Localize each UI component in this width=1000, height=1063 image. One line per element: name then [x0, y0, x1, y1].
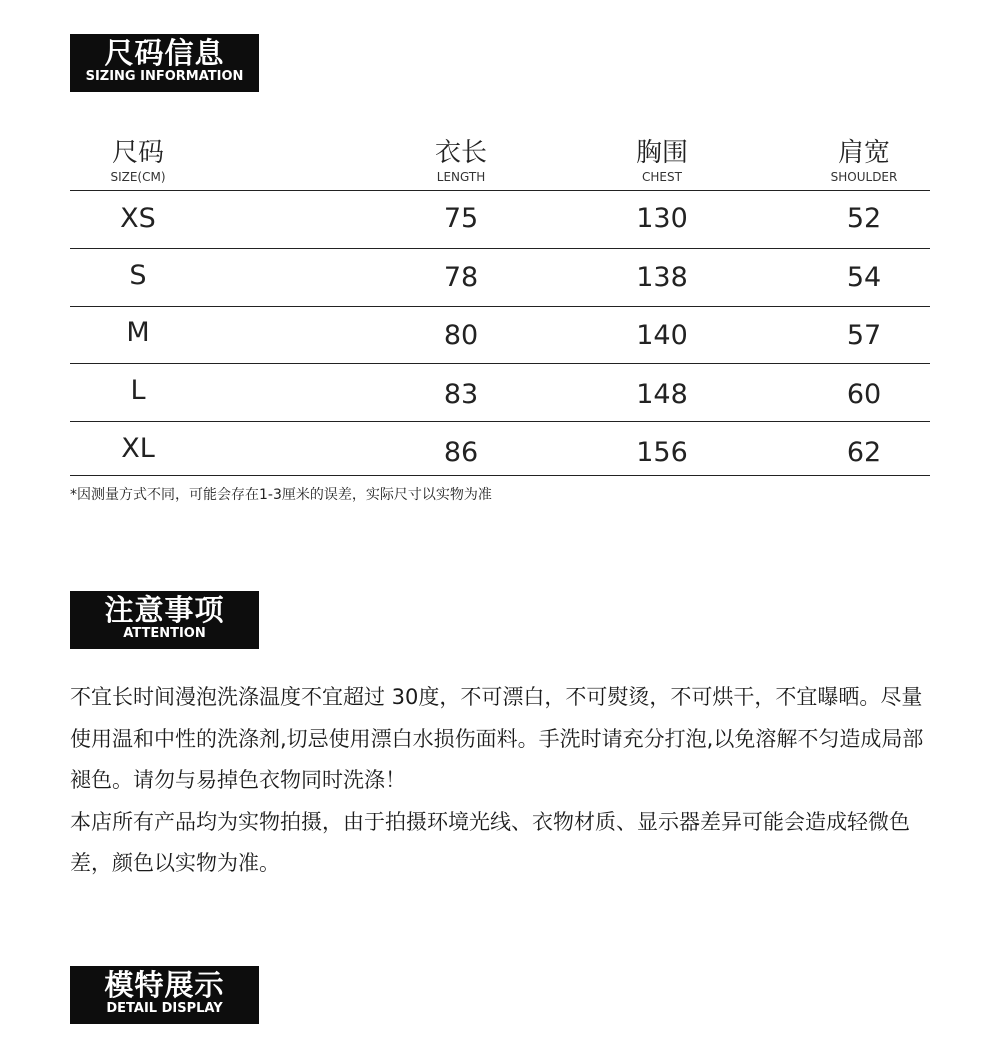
header-length	[391, 138, 531, 184]
section-title-cn: 注意事项	[104, 593, 225, 627]
cell-shoulder: 54	[846, 262, 882, 293]
cell-size: S	[129, 260, 147, 291]
cell-shoulder: 52	[846, 203, 882, 234]
cell-shoulder: 57	[846, 320, 882, 351]
header-label-en: LENGTH	[436, 170, 486, 184]
cell-chest: 156	[636, 437, 688, 468]
header-label-cn: 尺码	[111, 138, 164, 168]
table-row	[70, 364, 930, 422]
section-title-cn: 模特展示	[104, 968, 225, 1002]
cell-shoulder: 62	[846, 437, 882, 468]
cell-length: 75	[443, 203, 479, 234]
section-tag-attention	[70, 591, 259, 649]
cell-chest: 130	[636, 203, 688, 234]
cell-size: M	[126, 317, 150, 348]
table-row	[70, 190, 930, 249]
header-label-en: SIZE(CM)	[110, 170, 166, 184]
table-row	[70, 307, 930, 364]
section-title-en: SIZING INFORMATION	[85, 69, 244, 84]
header-shoulder	[794, 138, 934, 184]
header-label-cn: 衣长	[434, 138, 487, 168]
header-label-cn: 胸围	[635, 138, 688, 168]
cell-shoulder: 60	[846, 379, 882, 410]
table-row	[70, 249, 930, 307]
cell-length: 86	[443, 437, 479, 468]
cell-size: L	[130, 375, 146, 406]
table-row	[70, 422, 930, 476]
header-size	[70, 138, 206, 184]
section-title-en: DETAIL DISPLAY	[106, 1001, 223, 1016]
header-label-en: CHEST	[642, 170, 682, 184]
section-tag-detail	[70, 966, 259, 1024]
cell-size: XS	[120, 203, 156, 234]
header-label-en: SHOULDER	[830, 170, 898, 184]
cell-chest: 138	[636, 262, 688, 293]
cell-length: 80	[443, 320, 479, 351]
color-disclaimer-paragraph: 本店所有产品均为实物拍摄，由于拍摄环境光线、衣物材质、显示器差异可能会造成轻微色差，颜色以实物为准。	[70, 809, 910, 875]
section-title-cn: 尺码信息	[104, 36, 225, 70]
cell-chest: 140	[636, 320, 688, 351]
header-chest	[592, 138, 732, 184]
measurement-note: *因测量方式不同，可能会存在1-3厘米的误差，实际尺寸以实物为准	[70, 487, 492, 503]
table-header-row	[70, 128, 930, 191]
cell-length: 78	[443, 262, 479, 293]
cell-length: 83	[443, 379, 479, 410]
section-title-en: ATTENTION	[123, 626, 206, 641]
header-label-cn: 肩宽	[837, 138, 890, 168]
attention-text	[70, 677, 940, 885]
cell-chest: 148	[636, 379, 688, 410]
section-tag-sizing	[70, 34, 259, 92]
care-instructions-paragraph: 不宜长时间漫泡洗涤温度不宜超过 30度，不可漂白，不可熨烫，不可烘干，不宜曝晒。尽量使用温和中性的洗涤剂,切忌使用漂白水损伤面料。手洗时请充分打泡,以免溶解不匀造成局部褪色。请勿与易掉色衣物同时洗涤！	[70, 685, 924, 792]
cell-size: XL	[121, 433, 155, 464]
